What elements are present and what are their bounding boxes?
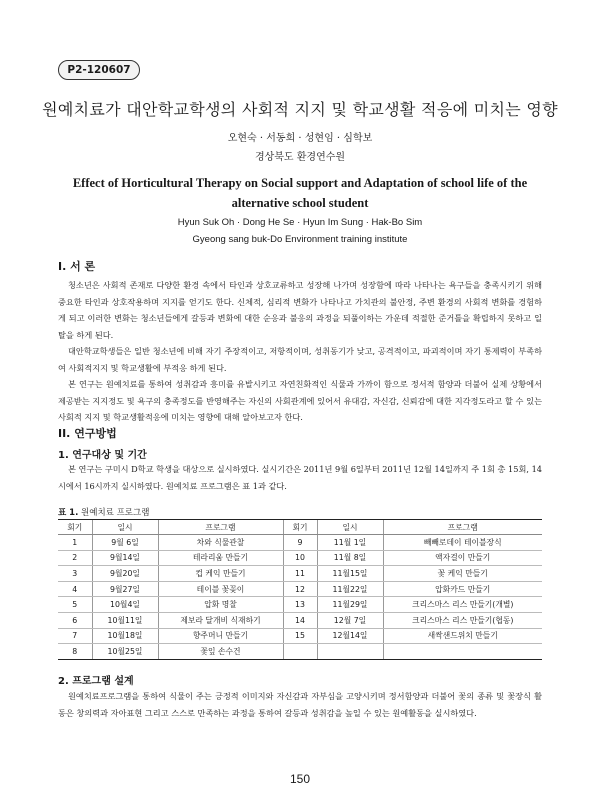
table-cell: 9월27일 — [92, 581, 158, 597]
header-program: 프로그램 — [158, 520, 283, 535]
table-cell: 7 — [58, 628, 92, 644]
table-cell: 향주머니 만들기 — [158, 628, 283, 644]
table-cell: 9월14일 — [92, 550, 158, 566]
table-cell: 꽃 케익 만들기 — [383, 566, 542, 582]
table-label: 표 1. — [58, 508, 79, 518]
table-cell — [383, 644, 542, 660]
table-cell: 12 — [283, 581, 317, 597]
table-cell: 13 — [283, 597, 317, 613]
table-header-row — [58, 520, 542, 535]
table-cell: 8 — [58, 644, 92, 660]
intro-paragraph-3: 본 연구는 원예치료를 통하여 성취감과 흥미를 유발시키고 자연친화적인 식물과 가까이 함으로 정서적 함양과 더불어 실제 상황에서 제공받는 지지정도 및 욕구의 충족정도를 반영해주는 자신의 사회관계에 있어서 유대감, 자신감, 신뢰감에 대한 지각정도라고 할 수 있는 사회적 지지 및 학교생활적응에 미치는 영향에 대해 알아보고자 한다. — [58, 379, 542, 422]
table-row — [58, 535, 542, 551]
title-english-line1: Effect of Horticultural Therapy on Social support and Adaptation of school life of the — [72, 176, 528, 190]
subheading-program-design: 2. 프로그램 설계 — [58, 676, 134, 687]
table-cell: 11월15일 — [317, 566, 383, 582]
table-cell: 11월22일 — [317, 581, 383, 597]
header-date: 일시 — [92, 520, 158, 535]
table-cell: 2 — [58, 550, 92, 566]
table-row — [58, 597, 542, 613]
table-cell: 6 — [58, 612, 92, 628]
header-session: 회기 — [283, 520, 317, 535]
table-row — [58, 581, 542, 597]
table-caption-text: 원예치료 프로그램 — [81, 508, 150, 518]
table-cell: 9 — [283, 535, 317, 551]
header-session: 회기 — [58, 520, 92, 535]
table-cell: 9월 6일 — [92, 535, 158, 551]
table-cell: 3 — [58, 566, 92, 582]
table-row — [58, 612, 542, 628]
table-cell — [283, 644, 317, 660]
authors-english: Hyun Suk Oh · Dong He Se · Hyun Im Sung · Hak-Bo Sim — [177, 217, 423, 228]
methods-paragraph-1: 본 연구는 구미시 D학교 학생을 대상으로 실시하였다. 실시기간은 2011년 9월 6일부터 2011년 12월 14일까지 주 1회 총 15회, 14시에서 16시까지 실시하였다. 원예치료 프로그램은 표 1과 같다. — [58, 464, 542, 491]
table-row — [58, 644, 542, 660]
title-english — [40, 173, 560, 213]
table-cell: 액자걸이 만들기 — [383, 550, 542, 566]
table-row — [58, 550, 542, 566]
section-heading-methods: II. 연구방법 — [58, 427, 117, 440]
header-program: 프로그램 — [383, 520, 542, 535]
table-cell: 11월29일 — [317, 597, 383, 613]
table-cell: 컵 케익 만들기 — [158, 566, 283, 582]
table-cell: 15 — [283, 628, 317, 644]
intro-paragraph-2: 대안학교학생들은 일반 청소년에 비해 자기 주장적이고, 저항적이며, 성취동기가 낮고, 공격적이고, 파괴적이며 자기 통제력이 부족하여 사회적지지 및 학교생활에 부적응 하게 된다. — [58, 346, 542, 373]
table-cell: 10 — [283, 550, 317, 566]
affiliation-korean: 경상북도 환경연수원 — [254, 152, 346, 163]
table-cell: 테라리움 만들기 — [158, 550, 283, 566]
paper-code-badge: P2-120607 — [58, 60, 140, 80]
table-cell: 빼빼로데이 테이블장식 — [383, 535, 542, 551]
table-cell — [317, 644, 383, 660]
table-cell: 꽃잎 손수건 — [158, 644, 283, 660]
table-cell: 14 — [283, 612, 317, 628]
header-date: 일시 — [317, 520, 383, 535]
table-cell: 크리스마스 리스 만들기(협동) — [383, 612, 542, 628]
section-heading-intro: I. 서 론 — [58, 260, 96, 273]
table-cell: 10월25일 — [92, 644, 158, 660]
page-number: 150 — [289, 772, 311, 786]
table-cell: 5 — [58, 597, 92, 613]
affiliation-english: Gyeong sang buk-Do Environment training institute — [192, 234, 408, 245]
table-row — [58, 628, 542, 644]
table-cell: 12월 7일 — [317, 612, 383, 628]
program-table — [58, 519, 542, 660]
table-cell: 압화카드 만들기 — [383, 581, 542, 597]
title-english-line2: alternative school student — [231, 196, 369, 210]
table-cell: 차와 식물관찰 — [158, 535, 283, 551]
methods-paragraph-2: 원예치료프로그램을 통하여 식물이 주는 긍정적 이미지와 자신감과 자부심을 고양시키며 정서함양과 더불어 꽃의 종류 및 꽃장식 활동은 창의력과 자아표현 그리고 스스로 만족하는 과정을 통하여 갈등과 성취감을 높일 수 있는 원예활동을 실시하였다. — [58, 691, 542, 718]
authors-korean: 오현숙 · 서동희 · 성현임 · 심학보 — [227, 133, 373, 144]
title-korean: 원예치료가 대안학교학생의 사회적 지지 및 학교생활 적응에 미치는 영향 — [42, 100, 558, 119]
table-cell: 12월14일 — [317, 628, 383, 644]
table-row — [58, 566, 542, 582]
table-cell: 크리스마스 리스 만들기(개별) — [383, 597, 542, 613]
table-cell: 새싹샌드위치 만들기 — [383, 628, 542, 644]
table-cell: 10월11일 — [92, 612, 158, 628]
table-cell: 4 — [58, 581, 92, 597]
table-cell: 11 — [283, 566, 317, 582]
table-cell: 1 — [58, 535, 92, 551]
table-caption — [58, 506, 149, 518]
subheading-subjects-period: 1. 연구대상 및 기간 — [58, 450, 147, 461]
table-cell: 11월 1일 — [317, 535, 383, 551]
intro-paragraph-1: 청소년은 사회적 존재로 다양한 환경 속에서 타인과 상호교류하고 성장해 나가며 성장함에 따라 나타나는 욕구들을 충족시키기 위해 중요한 타인과 상호작용하며 지지를 얻기도 한다. 신체적, 심리적 변화가 나타나고 가치관의 불안정, 주변 환경의 사회적 변화를 경험하게 되고 이러한 변화는 청소년들에게 갈등과 변화에 대한 순응과 불응의 과정을 되풀이하는 가운데 적절한 준거틀을 확립하지 못하고 일탈을 하게 된다. — [58, 280, 542, 340]
table-cell: 10월4일 — [92, 597, 158, 613]
table-cell: 11월 8일 — [317, 550, 383, 566]
table-cell: 10월18일 — [92, 628, 158, 644]
table-cell: 테이블 꽃꽂이 — [158, 581, 283, 597]
table-cell: 9월20일 — [92, 566, 158, 582]
table-cell: 압화 명찰 — [158, 597, 283, 613]
table-cell: 제보라 달개비 식재하기 — [158, 612, 283, 628]
